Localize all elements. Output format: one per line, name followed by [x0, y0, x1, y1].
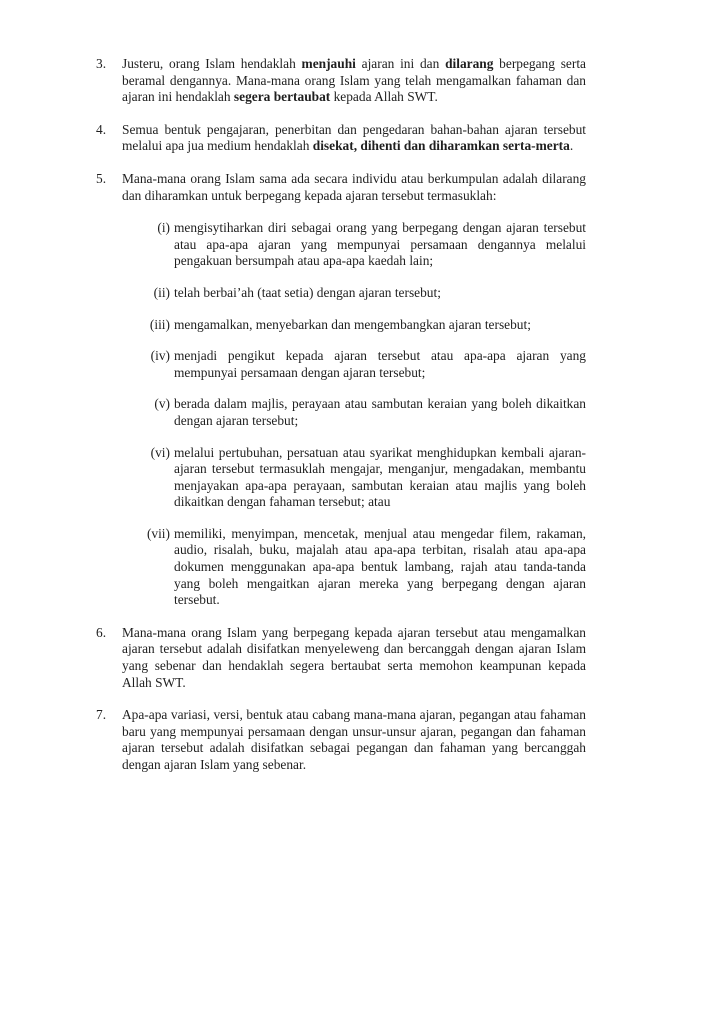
sub-item-number: (i)	[157, 220, 170, 236]
sub-item-text: memiliki, menyimpan, mencetak, menjual atau mengedar filem, rakaman, audio, risalah, buku, majalah atau apa-apa terbitan, risalah atau apa-apa dokumen menggunakan apa-apa bentuk lambang, rajah atau tanda-tanda yang boleh mengaitkan ajaran mereka yang berpegang dengan ajaran tersebut.	[174, 525, 586, 608]
paragraph-text	[122, 171, 586, 609]
sub-item-iv	[122, 348, 586, 381]
sub-item-number: (ii)	[153, 284, 170, 300]
paragraph-text	[122, 122, 586, 155]
text-run: Justeru, orang Islam hendaklah	[122, 56, 302, 71]
sub-item-text: mengisytiharkan diri sebagai orang yang berpegang dengan ajaran tersebut atau apa-apa ajaran yang mempunyai persamaan dengannya melalui pengakuan bersumpah atau apa-apa kaedah lain;	[174, 220, 586, 269]
sub-item-number: (vii)	[146, 525, 170, 541]
bold-text-run: disekat, dihenti dan diharamkan serta-merta	[312, 138, 570, 154]
sub-item-number: (vi)	[150, 444, 170, 460]
bold-text-run: dilarang	[445, 56, 494, 71]
numbered-paragraph-3	[96, 56, 586, 106]
sub-item-iii	[122, 317, 586, 334]
paragraph-number: 5.	[96, 170, 107, 186]
paragraph-number: 3.	[96, 56, 107, 71]
text-run: Semua bentuk pengajaran, penerbitan dan pengedaran bahan-bahan ajaran tersebut melalui apa jua medium hendaklah	[122, 121, 586, 154]
numbered-paragraph-7	[96, 707, 586, 773]
sub-item-text: telah berbai’ah (taat setia) dengan ajaran tersebut;	[174, 284, 441, 300]
bold-text-run: segera bertaubat	[233, 89, 331, 105]
sub-list	[122, 220, 586, 609]
paragraph-number: 7.	[96, 707, 107, 723]
sub-item-i	[122, 220, 586, 270]
paragraph-text: Apa-apa variasi, versi, bentuk atau cabang mana-mana ajaran, pegangan atau fahaman baru yang mempunyai persamaan dengan unsur-unsur ajaran, pegangan dan fahaman ajaran tersebut adalah disifatkan sebagai pegangan dan fahaman yang bercanggah dengan ajaran Islam yang sebenar.	[122, 707, 586, 772]
paragraph-text	[122, 56, 586, 106]
sub-item-number: (iv)	[150, 348, 170, 364]
sub-item-v	[122, 396, 586, 429]
numbered-paragraph-5	[96, 171, 586, 609]
paragraph-number: 6.	[96, 624, 107, 640]
paragraph-intro: Mana-mana orang Islam sama ada secara individu atau berkumpulan adalah dilarang dan diharamkan untuk berpegang kepada ajaran tersebut termasuklah:	[122, 170, 586, 203]
text-run: berpegang serta beramal dengannya. Mana-mana orang Islam yang telah mengamalkan fahaman dan ajaran ini hendaklah	[122, 56, 586, 105]
sub-item-number: (v)	[154, 396, 170, 412]
paragraph-number: 4.	[96, 121, 107, 137]
text-run: kepada Allah SWT.	[330, 89, 438, 105]
paragraph-text: Mana-mana orang Islam yang berpegang kepada ajaran tersebut atau mengamalkan ajaran tersebut adalah disifatkan menyeleweng dan bercanggah dengan ajaran Islam yang sebenar dan hendaklah segera bertaubat serta memohon keampunan kepada Allah SWT.	[122, 624, 586, 690]
numbered-paragraph-6	[96, 625, 586, 691]
text-run: .	[569, 138, 574, 154]
text-run: ajaran ini dan	[355, 56, 446, 71]
numbered-paragraph-4	[96, 122, 586, 155]
sub-item-ii	[122, 285, 586, 302]
sub-item-text: berada dalam majlis, perayaan atau sambutan keraian yang boleh dikaitkan dengan ajaran tersebut;	[174, 396, 586, 428]
sub-item-vii	[122, 526, 586, 609]
sub-item-text: melalui pertubuhan, persatuan atau syarikat menghidupkan kembali ajaran-ajaran tersebut termasuklah mengajar, menganjur, mengadakan, membantu menjayakan apa-apa perayaan, sambutan keraian atau majlis yang boleh dikaitkan dengan fahaman tersebut; atau	[174, 444, 586, 510]
sub-item-text: mengamalkan, menyebarkan dan mengembangkan ajaran tersebut;	[174, 316, 531, 332]
sub-item-text: menjadi pengikut kepada ajaran tersebut atau apa-apa ajaran yang mempunyai persamaan dengan ajaran tersebut;	[174, 348, 586, 380]
sub-item-vi	[122, 445, 586, 511]
bold-text-run: menjauhi	[301, 56, 356, 71]
sub-item-number: (iii)	[149, 316, 170, 332]
